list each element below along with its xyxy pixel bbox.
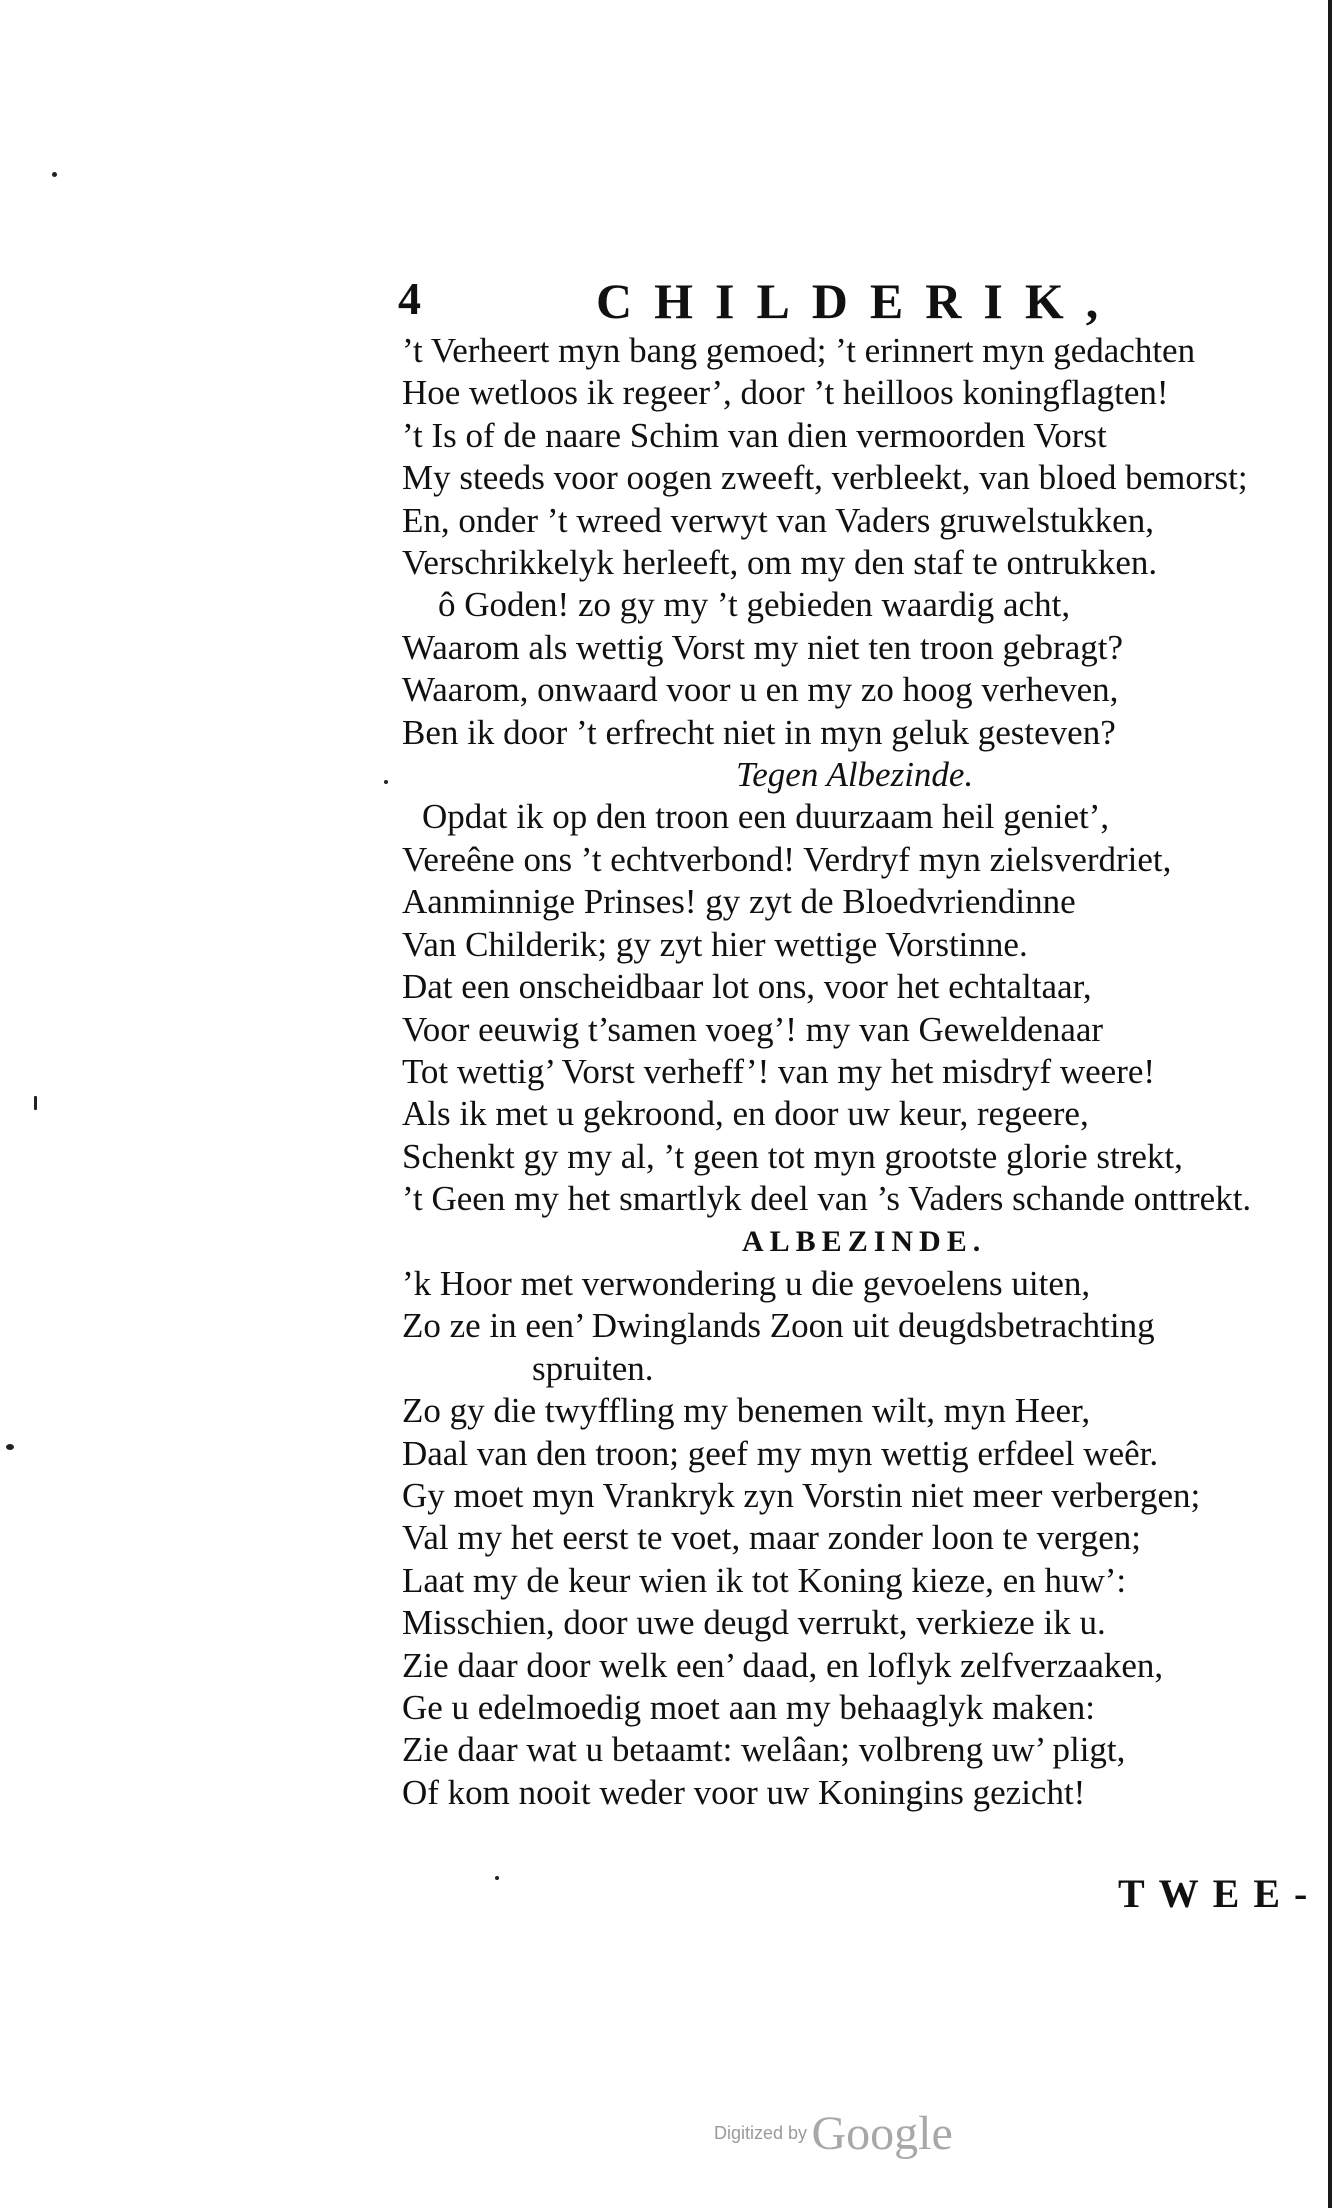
page-header xyxy=(398,272,1128,332)
stage-direction: Tegen Albezinde. xyxy=(736,755,974,795)
ink-speck xyxy=(495,1876,499,1880)
verse-line: Gy moet myn Vrankryk zyn Vorstin niet meer verbergen; xyxy=(402,1475,1201,1515)
verse-line: Schenkt gy my al, ’t geen tot myn grootste glorie strekt, xyxy=(402,1136,1183,1176)
digitized-watermark xyxy=(714,2106,953,2161)
verse-line: Tot wettig’ Vorst verheff’! van my het misdryf weere! xyxy=(402,1051,1156,1091)
verse-line: Waarom als wettig Vorst my niet ten troon gebragt? xyxy=(402,627,1124,667)
ink-speck xyxy=(6,1444,14,1450)
verse-line: Dat een onscheidbaar lot ons, voor het echtaltaar, xyxy=(402,967,1092,1007)
verse-line: spruiten. xyxy=(532,1348,654,1388)
verse-line: Zo gy die twyffling my benemen wilt, myn Heer, xyxy=(402,1391,1091,1431)
verse-line: Zo ze in een’ Dwinglands Zoon uit deugdsbetrachting xyxy=(402,1306,1155,1346)
google-logo: Google xyxy=(811,2107,953,2160)
verse-line: Voor eeuwig t’samen voeg’! my van Geweldenaar xyxy=(402,1009,1104,1049)
verse-line: ’t Is of de naare Schim van dien vermoorden Vorst xyxy=(402,415,1107,455)
verse-line: Verschrikkelyk herleeft, om my den staf te ontrukken. xyxy=(402,543,1158,583)
ink-speck xyxy=(384,780,388,784)
page-edge-line xyxy=(1328,0,1332,2208)
verse-line: Zie daar wat u betaamt: welâan; volbreng uw’ pligt, xyxy=(402,1730,1126,1770)
verse-line: Zie daar door welk een’ daad, en loflyk zelfverzaaken, xyxy=(402,1645,1164,1685)
verse-line: Als ik met u gekroond, en door uw keur, regeere, xyxy=(402,1094,1089,1134)
verse-line: ’k Hoor met verwondering u die gevoelens uiten, xyxy=(402,1263,1091,1303)
verse-line: Laat my de keur wien ik tot Koning kieze, en huw’: xyxy=(402,1560,1127,1600)
verse-line: Vereêne ons ’t echtverbond! Verdryf myn zielsverdriet, xyxy=(402,839,1172,879)
verse-line: ’t Verheert myn bang gemoed; ’t erinnert myn gedachten xyxy=(402,331,1196,370)
verse-line: Opdat ik op den troon een duurzaam heil geniet’, xyxy=(422,797,1110,837)
speaker-name: ALBEZINDE. xyxy=(742,1224,987,1258)
catchword: TWEE- xyxy=(1118,1871,1322,1916)
verse-line: Misschien, door uwe deugd verrukt, verkieze ik u. xyxy=(402,1603,1106,1643)
verse-line: My steeds voor oogen zweeft, verbleekt, van bloed bemorst; xyxy=(402,458,1248,498)
verse-text xyxy=(402,330,1322,1814)
verse-line: Val my het eerst te voet, maar zonder loon te vergen; xyxy=(402,1518,1141,1558)
digitized-prefix: Digitized by xyxy=(714,2123,808,2143)
verse-line: En, onder ’t wreed verwyt van Vaders gruwelstukken, xyxy=(402,500,1154,540)
verse-line: Daal van den troon; geef my myn wettig erfdeel weêr. xyxy=(402,1433,1159,1473)
running-title: CHILDERIK, xyxy=(596,273,1121,329)
verse-line: ô Goden! zo gy my ’t gebieden waardig acht, xyxy=(438,585,1071,625)
verse-line: Of kom nooit weder voor uw Koningins gezicht! xyxy=(402,1772,1086,1812)
verse-line: Van Childerik; gy zyt hier wettige Vorstinne. xyxy=(402,924,1028,964)
verse-line: Waarom, onwaard voor u en my zo hoog verheven, xyxy=(402,670,1119,710)
ink-speck xyxy=(52,172,57,177)
verse-line: Aanminnige Prinses! gy zyt de Bloedvriendinne xyxy=(402,882,1076,922)
verse-line: Hoe wetloos ik regeer’, door ’t heilloos koningflagten! xyxy=(402,373,1169,413)
verse-line: ’t Geen my het smartlyk deel van ’s Vaders schande onttrekt. xyxy=(402,1179,1252,1219)
page-number: 4 xyxy=(398,273,421,324)
ink-speck xyxy=(34,1096,37,1110)
verse-line: Ben ik door ’t erfrecht niet in myn geluk gesteven? xyxy=(402,712,1116,752)
verse-line: Ge u edelmoedig moet aan my behaaglyk maken: xyxy=(402,1688,1095,1727)
